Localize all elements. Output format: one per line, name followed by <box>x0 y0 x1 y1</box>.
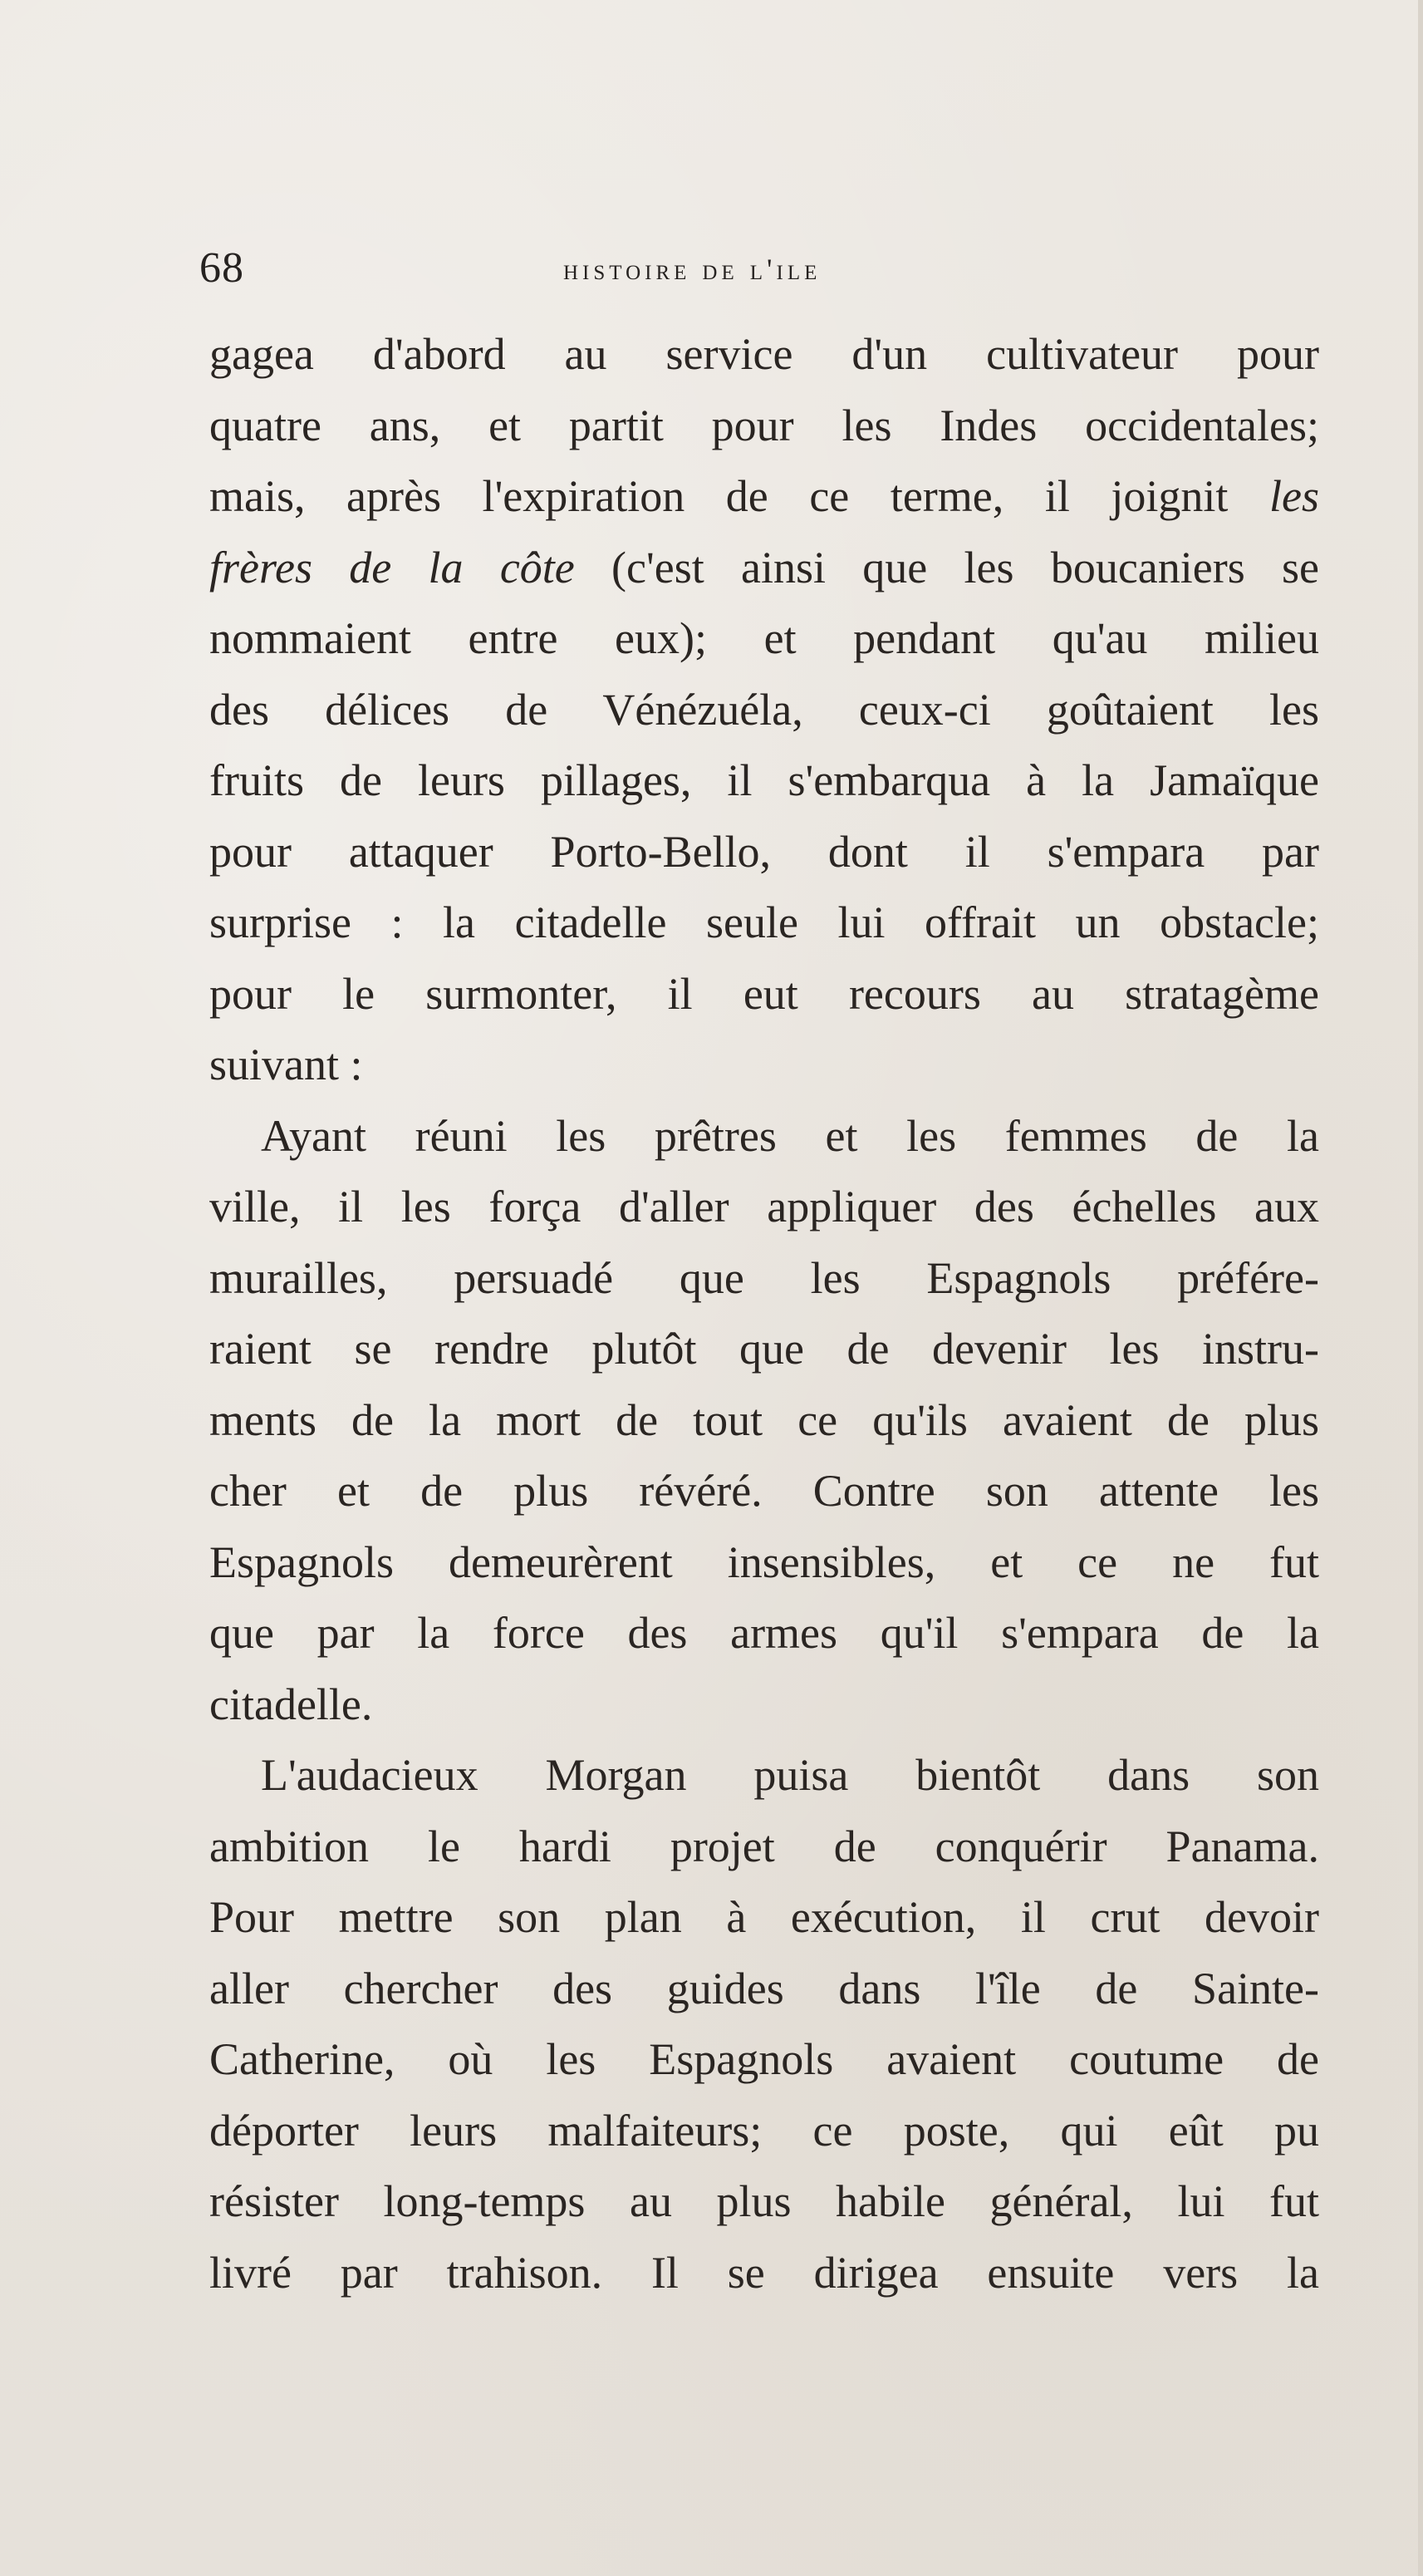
page-header <box>199 239 1337 297</box>
text-line: suivant : <box>209 1040 363 1089</box>
text-line: quatre ans, et partit pour les Indes occidentales; <box>209 400 1319 450</box>
text-line: ambition le hardi projet de conquérir Panama. <box>209 1821 1319 1871</box>
text-line: pour le surmonter, il eut recours au stratagème <box>209 968 1319 1019</box>
text-line: fruits de leurs pillages, il s'embarqua à la Jamaïque <box>209 755 1319 805</box>
text-line: résister long-temps au plus habile général, lui fut <box>209 2176 1319 2226</box>
text-line: ments de la mort de tout ce qu'ils avaient de plus <box>209 1394 1319 1445</box>
text-line: L'audacieux Morgan puisa bientôt dans son <box>261 1750 1319 1800</box>
text-line: pour attaquer Porto-Bello, dont il s'empara par <box>209 826 1319 877</box>
text-line: murailles, persuadé que les Espagnols préfére- <box>209 1252 1319 1303</box>
page-edge <box>1418 0 1423 2576</box>
text-line: cher et de plus révéré. Contre son attente les <box>209 1466 1319 1516</box>
text-line: mais, après l'expiration de ce terme, il joignit les <box>209 471 1319 521</box>
text-line: déporter leurs malfaiteurs; ce poste, qui eût pu <box>209 2105 1319 2156</box>
text-line: citadelle. <box>209 1679 373 1729</box>
text-line: que par la force des armes qu'il s'empara de la <box>209 1608 1319 1658</box>
italic-phrase: frères de la côte <box>209 542 575 592</box>
text-line: Catherine, où les Espagnols avaient coutume de <box>209 2034 1319 2084</box>
text-line: des délices de Vénézuéla, ceux-ci goûtaient les <box>209 684 1319 735</box>
text-line: ville, il les força d'aller appliquer des échelles aux <box>209 1182 1319 1231</box>
text-line: raient se rendre plutôt que de devenir les instru- <box>209 1324 1319 1374</box>
text-line: livré par trahison. Il se dirigea ensuite vers la <box>209 2247 1319 2298</box>
italic-phrase: les <box>1269 471 1319 521</box>
text-line: nommaient entre eux); et pendant qu'au milieu <box>209 613 1319 663</box>
text-line: frères de la côte (c'est ainsi que les boucaniers se <box>209 542 1319 592</box>
text-line: Espagnols demeurèrent insensibles, et ce ne fut <box>209 1536 1319 1587</box>
page-number: 68 <box>199 244 244 292</box>
body-text <box>209 319 1319 2308</box>
running-head: histoire de l'ile <box>563 253 822 286</box>
text-line: Pour mettre son plan à exécution, il crut devoir <box>209 1892 1319 1942</box>
text-line: aller chercher des guides dans l'île de Sainte- <box>209 1963 1319 2013</box>
text-line: surprise : la citadelle seule lui offrait un obstacle; <box>209 897 1319 947</box>
text-line: Ayant réuni les prêtres et les femmes de la <box>261 1110 1319 1161</box>
text-line: gagea d'abord au service d'un cultivateur pour <box>209 329 1319 379</box>
